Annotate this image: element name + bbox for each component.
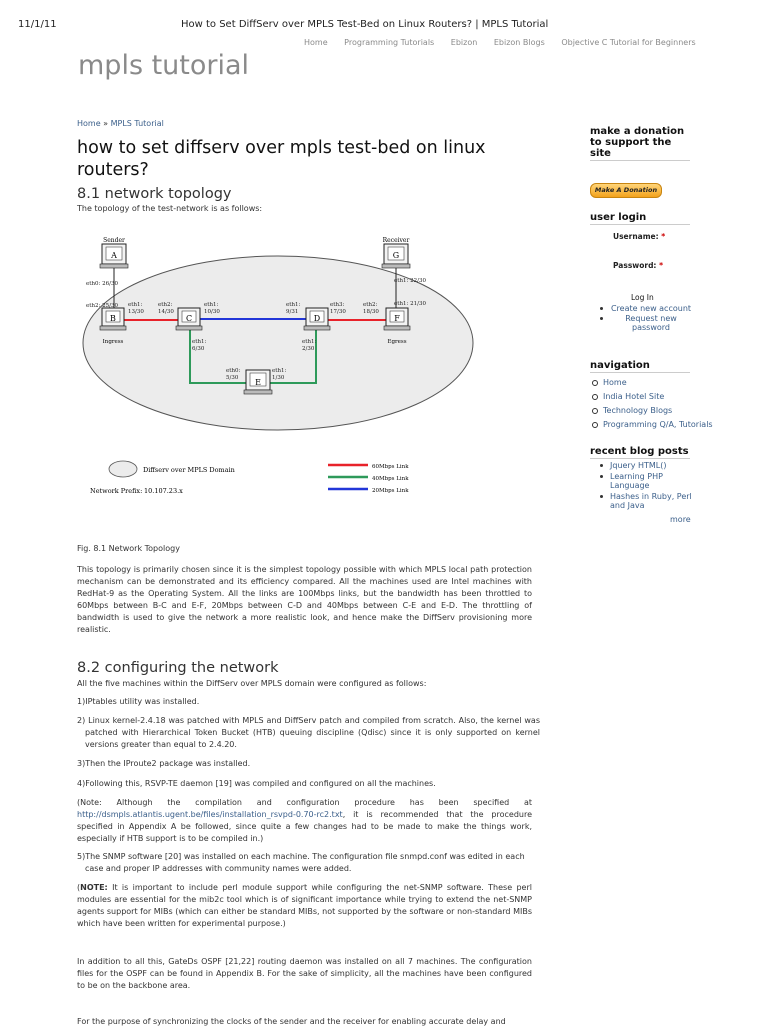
snmp-note-paragraph: (NOTE: It is important to include perl module support while configuring the net-SNMP software. These perl modules are essential for the mib2c tool which is of significant importance while trying to extend the net-SNMP agents support for MIBs (which can either be standard MIBs, not supported by the software or non-standard MIBs which have been written for experimental purpose.) bbox=[77, 883, 532, 928]
recent-post-php[interactable] bbox=[598, 472, 692, 490]
nav-home-bullet bbox=[592, 380, 598, 386]
username-required-mark: * bbox=[661, 232, 666, 241]
egress-label: Egress bbox=[387, 339, 407, 345]
iface-d-eth1-ip: 9/31 bbox=[286, 309, 299, 315]
iface-f-eth2: eth2: bbox=[363, 302, 378, 308]
recent-post-php-bullet bbox=[600, 475, 603, 478]
create-account-link[interactable] bbox=[598, 304, 694, 313]
note-text-after-link: , it is recommended that the procedure specified in Appendix A be followed, since quite a few changes had to be made to make the things work, especially if HTB support is to be compiled in.) bbox=[77, 810, 532, 843]
node-c-label: C bbox=[185, 314, 193, 323]
login-links bbox=[598, 304, 694, 332]
iface-f-eth1: eth1: 21/30 bbox=[394, 301, 426, 307]
iface-d-eth2-ip: 2/30 bbox=[302, 346, 315, 352]
node-b-computer-icon bbox=[100, 308, 126, 330]
top-nav-ebizon-blogs[interactable]: Ebizon Blogs bbox=[493, 38, 545, 47]
breadcrumb-mpls-tutorial[interactable]: MPLS Tutorial bbox=[110, 119, 164, 128]
recent-posts-heading: recent blog posts bbox=[590, 446, 689, 457]
make-donation-button[interactable]: Make A Donation bbox=[590, 183, 662, 198]
node-f-label: F bbox=[394, 314, 400, 323]
breadcrumb bbox=[77, 119, 164, 128]
snmp-note-label: NOTE: bbox=[80, 883, 108, 892]
iface-d-eth2: eth1: bbox=[302, 339, 317, 345]
iface-e-eth1-ip: 1/30 bbox=[272, 375, 285, 381]
figure-caption: Fig. 8.1 Network Topology bbox=[77, 544, 180, 553]
note-paragraph bbox=[77, 797, 532, 845]
create-account-bullet bbox=[600, 307, 603, 310]
iface-e-eth0: eth0: bbox=[226, 368, 241, 374]
config-step-2: 2) Linux kernel-2.4.18 was patched with MPLS and DiffServ patch and compiled from scratch. Also, the kernel was patched with Hierarchical Token Bucket (HTB) queuing discipline (Qdisc) since it is only supported on kernel versions greater than equal to 2.4.20. bbox=[77, 716, 540, 749]
iface-d-eth3: eth3: bbox=[330, 302, 345, 308]
iface-e-eth1: eth1: bbox=[272, 368, 287, 374]
nav-item-home[interactable] bbox=[592, 378, 713, 392]
network-topology-diagram bbox=[78, 228, 523, 508]
sender-label: Sender bbox=[103, 237, 125, 244]
iface-b-eth1: eth1: bbox=[128, 302, 143, 308]
ingress-label: Ingress bbox=[102, 339, 124, 345]
section-heading-configuring-network: 8.2 configuring the network bbox=[77, 660, 279, 676]
network-prefix-value: 10.107.23.x bbox=[144, 487, 183, 495]
topology-intro: The topology of the test-network is as follows: bbox=[77, 204, 263, 213]
site-title[interactable]: mpls tutorial bbox=[78, 50, 250, 81]
configuring-intro: All the five machines within the DiffServ over MPLS domain were configured as follows: bbox=[77, 679, 427, 688]
log-in-button[interactable]: Log In bbox=[631, 293, 654, 302]
iface-e-eth0-ip: 5/30 bbox=[226, 375, 239, 381]
password-label bbox=[613, 261, 663, 270]
nav-programming-qa-bullet bbox=[592, 422, 598, 428]
snmp-note-text: It is important to include perl module support while configuring the net-SNMP software. These perl modules are essential for the mib2c tool which is of significant importance while trying to extend the net-SNMP agents support for MIBs (which can either be standard MIBs, not supported by the software or non-standard MIBs which have been written for experimental purpose.) bbox=[77, 883, 532, 928]
iface-f-eth2-ip: 18/30 bbox=[363, 309, 379, 315]
nav-home-label: Home bbox=[603, 378, 627, 387]
nav-item-india-hotel[interactable] bbox=[592, 392, 713, 406]
print-date: 11/1/11 bbox=[18, 19, 57, 30]
iface-d-eth1: eth1: bbox=[286, 302, 301, 308]
config-step-3: 3)Then the IProute2 package was installed. bbox=[77, 759, 251, 768]
iface-b-eth2: eth2: 25/30 bbox=[86, 303, 118, 309]
config-step-1: 1)IPtables utility was installed. bbox=[77, 697, 200, 706]
username-label bbox=[613, 232, 665, 241]
node-d-label: D bbox=[313, 314, 321, 323]
node-b-label: B bbox=[110, 314, 116, 323]
user-login-heading: user login bbox=[590, 212, 690, 225]
breadcrumb-separator: » bbox=[103, 119, 109, 128]
donate-heading: make a donation to support the site bbox=[590, 126, 690, 161]
truncated-paragraph: For the purpose of synchronizing the clocks of the sender and the receiver for enabling accurate delay and bbox=[77, 1017, 506, 1026]
recent-post-hashes-bullet bbox=[600, 495, 603, 498]
legend-domain-label: Diffserv over MPLS Domain bbox=[143, 466, 235, 474]
navigation-heading: navigation bbox=[590, 360, 690, 373]
node-e-computer-icon bbox=[244, 370, 272, 394]
section-heading-network-topology: 8.1 network topology bbox=[77, 186, 232, 202]
nav-programming-qa-label: Programming Q/A, Tutorials bbox=[603, 420, 713, 429]
node-c-computer-icon bbox=[176, 308, 202, 330]
iface-c-eth1-ip: 10/30 bbox=[204, 309, 220, 315]
iface-c-eth3-ip: 6/30 bbox=[192, 346, 205, 352]
create-account-text: Create new account bbox=[610, 304, 692, 313]
receiver-label: Receiver bbox=[382, 237, 410, 244]
more-posts-link[interactable]: more bbox=[670, 515, 691, 524]
top-nav-home[interactable]: Home bbox=[304, 38, 328, 47]
iface-c-eth1: eth1: bbox=[204, 302, 219, 308]
nav-india-hotel-bullet bbox=[592, 394, 598, 400]
recent-post-hashes-label: Hashes in Ruby, Perl and Java bbox=[610, 492, 692, 510]
nav-technology-blogs-label: Technology Blogs bbox=[603, 406, 673, 415]
config-step-4: 4)Following this, RSVP-TE daemon [19] was compiled and configured on all the machines. bbox=[77, 779, 436, 788]
iface-a-eth0: eth0: 26/30 bbox=[86, 281, 118, 287]
recent-post-jquery-label: Jquery HTML() bbox=[610, 461, 667, 470]
username-input[interactable] bbox=[600, 243, 690, 254]
note-text-before-link: (Note: Although the compilation and configuration procedure has been specified at bbox=[77, 798, 532, 807]
request-password-link[interactable] bbox=[598, 314, 694, 332]
top-nav-programming-tutorials[interactable]: Programming Tutorials bbox=[344, 38, 435, 47]
username-label-text: Username: bbox=[613, 232, 659, 241]
legend-red-label: 60Mbps Link bbox=[372, 464, 409, 470]
iface-b-eth1-ip: 13/30 bbox=[128, 309, 144, 315]
node-a-computer-icon bbox=[100, 244, 128, 268]
print-page-title: How to Set DiffServ over MPLS Test-Bed on Linux Routers? | MPLS Tutorial bbox=[181, 19, 549, 30]
config-step-5: 5)The SNMP software [20] was installed on each machine. The configuration file snmpd.conf was edited in each case and proper IP addresses with community names were added. bbox=[77, 852, 525, 873]
top-nav-objective-c-tutorial[interactable]: Objective C Tutorial for Beginners bbox=[561, 38, 696, 47]
request-password-text: Request new password bbox=[625, 314, 677, 332]
password-label-text: Password: bbox=[613, 261, 657, 270]
navigation-list bbox=[592, 378, 713, 434]
request-password-bullet bbox=[600, 317, 603, 320]
iface-g-eth1: eth1: 22/30 bbox=[394, 278, 426, 284]
nav-item-technology-blogs[interactable] bbox=[592, 406, 713, 420]
gated-paragraph: In addition to all this, GateDs OSPF [21,22] routing daemon was installed on all 7 machines. The configuration files for the OSPF can be found in Appendix B. For the sake of simplicity, all the machines have been configured to be on the backbone area. bbox=[77, 957, 532, 990]
node-g-label: G bbox=[392, 251, 400, 260]
nav-technology-blogs-bullet bbox=[592, 408, 598, 414]
nav-item-programming-qa[interactable] bbox=[592, 420, 713, 434]
recent-post-jquery[interactable] bbox=[598, 461, 692, 470]
iface-c-eth3: eth1: bbox=[192, 339, 207, 345]
node-f-computer-icon bbox=[384, 308, 410, 330]
node-e-label: E bbox=[255, 378, 261, 387]
recent-post-hashes[interactable] bbox=[598, 492, 692, 510]
password-input[interactable] bbox=[600, 272, 690, 283]
recent-post-php-label: Learning PHP Language bbox=[610, 472, 663, 490]
node-a-label: A bbox=[111, 251, 117, 260]
nav-india-hotel-label: India Hotel Site bbox=[603, 392, 665, 401]
top-nav-ebizon[interactable]: Ebizon bbox=[450, 38, 478, 47]
topology-paragraph: This topology is primarily chosen since it is the simplest topology possible with which MPLS local path protection mechanism can be demonstrated and its efficiency compared. All the machines used are Intel machines with RedHat-9 as the Operating System. All the links are 100Mbps links, but the bandwidth has been throttled to 60Mbps between B-C and E-F, 20Mbps between C-D and 40Mbps between C-E and E-D. The throttling of bandwidth is used to give the network a more realistic look, and hence make the DiffServ provisioning more realistic. bbox=[77, 565, 532, 634]
breadcrumb-home[interactable]: Home bbox=[77, 119, 101, 128]
legend-green-label: 40Mbps Link bbox=[372, 476, 409, 482]
top-nav bbox=[304, 38, 710, 47]
iface-c-eth2: eth2: bbox=[158, 302, 173, 308]
network-prefix-label: Network Prefix: bbox=[90, 487, 143, 495]
legend-blue-label: 20Mbps Link bbox=[372, 488, 409, 494]
iface-d-eth3-ip: 17/30 bbox=[330, 309, 346, 315]
recent-post-jquery-bullet bbox=[600, 464, 603, 467]
node-d-computer-icon bbox=[304, 308, 330, 330]
page-title: how to set diffserv over mpls test-bed on linux routers? bbox=[77, 138, 486, 180]
iface-c-eth2-ip: 14/30 bbox=[158, 309, 174, 315]
node-g-computer-icon bbox=[382, 244, 410, 268]
rsvpd-installation-link[interactable]: http://dsmpls.atlantis.ugent.be/files/installation_rsvpd-0.70-rc2.txt bbox=[77, 810, 343, 819]
legend-domain-swatch bbox=[109, 461, 137, 477]
recent-posts-list bbox=[598, 461, 692, 510]
password-required-mark: * bbox=[659, 261, 663, 270]
